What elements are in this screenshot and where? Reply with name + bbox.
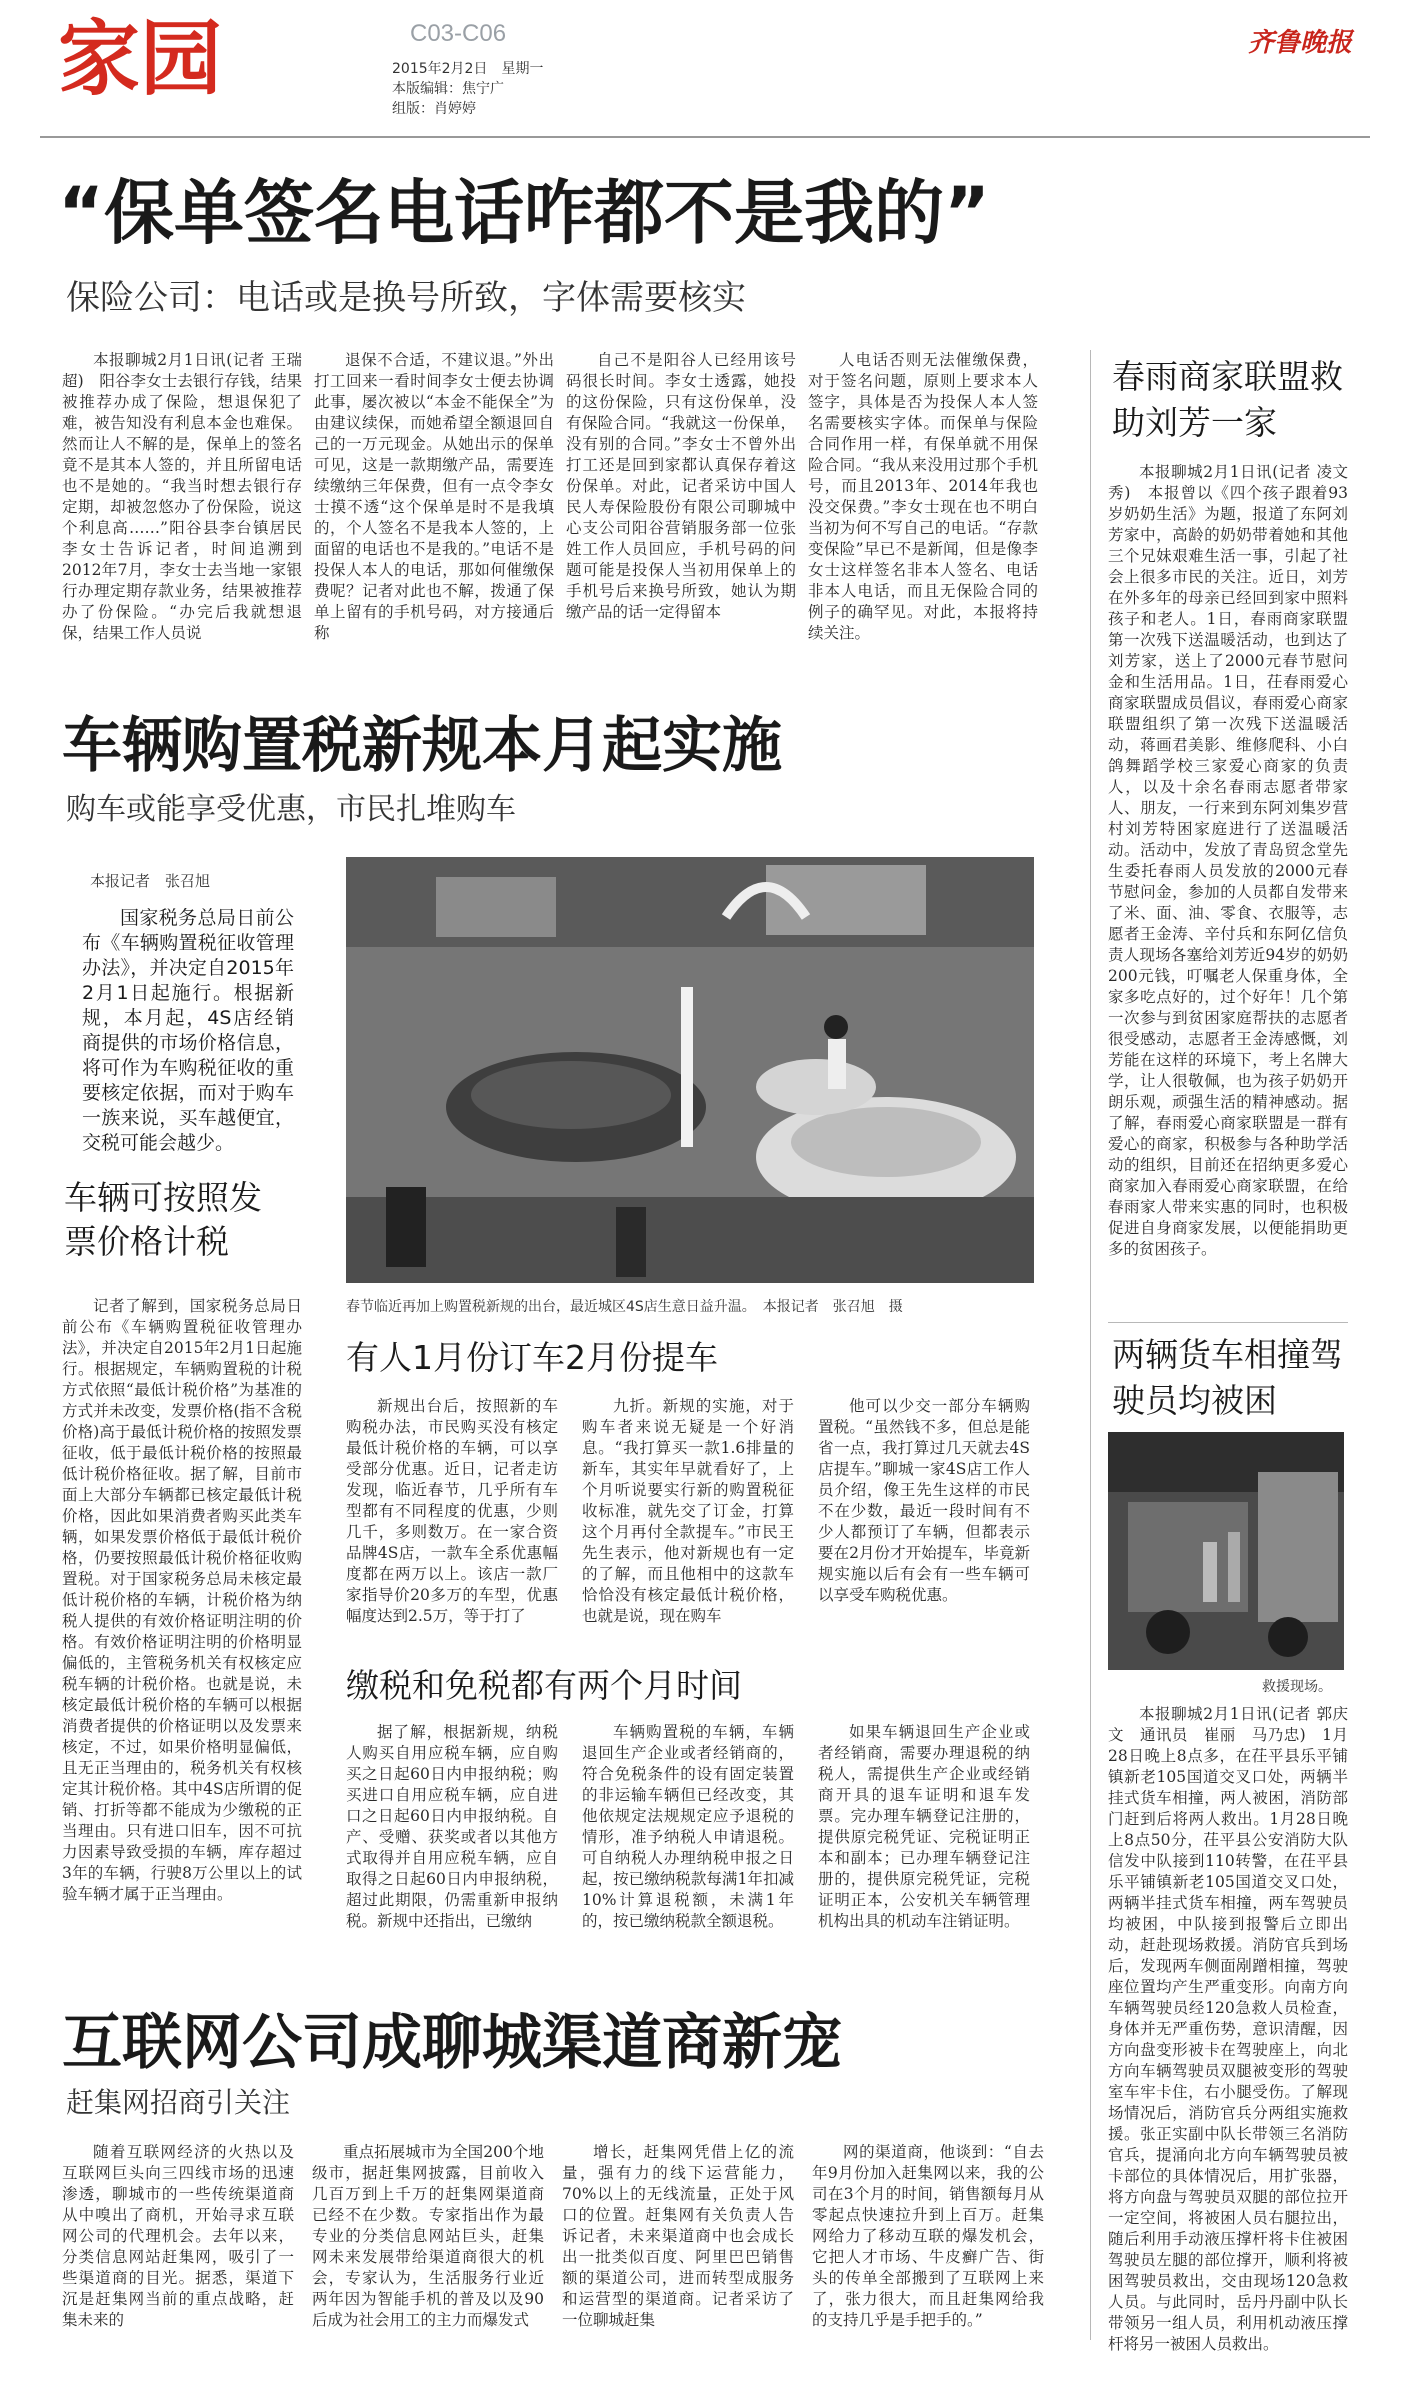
side2-text: 本报聊城2月1日讯(记者 郭庆文 通讯员 崔丽 马乃忠) 1月28日晚上8点多，在茌平县乐平铺镇新老105国道交叉口处，两辆半挂式货车相撞，两人被困，消防部门赶到后将两人救出。1月28日晚上8点50分，茌平县公安消防大队信发中队接到110转警，在茌平县乐平铺镇新老105国道交叉口处，两辆半挂式货车相撞，两车驾驶员均被困，中队接到报警后立即出动，赶赴现场救援。消防官兵到场后，发现两车侧面剐蹭相撞，驾驶座位置均产生严重变形。向南方向车辆驾驶员经120急救人员检查，身体并无严重伤势，意识清醒，因方向盘变形被卡在驾驶座上，向北方向车辆驾驶员双腿被变形的驾驶室车牢卡住，右小腿受伤。了解现场情况后，消防官兵分两组实施救援。张正实副中队长带领三名消防官兵，提涌向北方向车辆驾驶员被卡部位的具体情况后，用扩张器，将方向盘与驾驶员双腿的部位拉开一定空间，将被困人员右腿拉出，随后利用手动液压撑杆将卡住被困驾驶员左腿的部位撑开，顺利将被困驾驶员救出，交由现场120急救人员。与此同时，岳丹丹副中队长带领另一组人员，利用机动液压撑杆将另一被困人员救出。	[1108, 1705, 1348, 2353]
newspaper-logo: 齐鲁晚报	[1248, 28, 1353, 58]
story2-subhead: 购车或能享受优惠，市民扎堆购车	[66, 792, 516, 827]
side1-headline: 春雨商家联盟救助刘芳一家	[1112, 357, 1343, 442]
story3-col-1: 随着互联网经济的火热以及互联网巨头向三四线市场的迅速渗透，聊城市的一些传统渠道商从中嗅出了商机，开始寻求互联网公司的代理机会。去年以来，分类信息网站赶集网，吸引了一些渠道商的目光。据悉，渠道下沉是赶集网当前的重点战略，赶集未来的	[62, 2143, 294, 2329]
sidebar-divider	[1108, 1322, 1348, 1323]
story2-sub2-heading: 有人1月份订车2月份提车	[346, 1338, 718, 1377]
story2-sub3-col-3: 如果车辆退回生产企业或者经销商，需要办理退税的纳税人，需提供生产企业或经销商开具的退车证明和退车发票。完办理车辆登记注册的，提供原完税凭证、完税证明正本和副本；已办理车辆登记注册的，提供原完税凭证，完税证明正本，公安机关车辆管理机构出具的机动车注销证明。	[818, 1723, 1030, 1930]
story1-col-3: 自己不是阳谷人已经用该号码很长时间。李女士透露，她投的这份保险，只有这份保单，没有保险合同。“我就这一份保单，没有别的合同。”李女士不曾外出打工还是回到家都认真保存着这份保单。对此，记者采访中国人民人寿保险股份有限公司聊城中心支公司阳谷营销服务部一位张姓工作人员回应，手机号码的问题可能是投保人当初用保单上的手机号后来换号所致，她认为期缴产品的话一定得留本	[566, 351, 796, 621]
story2-headline: 车辆购置税新规本月起实施	[62, 711, 782, 781]
side1-text: 本报聊城2月1日讯(记者 凌文秀) 本报曾以《四个孩子跟着93岁奶奶生活》为题，报道了东阿刘芳家中，高龄的奶奶带着她和其他三个兄妹艰难生活一事，引起了社会上很多市民的关注。近日，刘芳在外多年的母亲已经回到家中照料孩子和老人。1日，春雨商家联盟第一次残下送温暖活动，也到达了刘芳家，送上了2000元春节慰问金和生活用品。1日，茌春雨爱心商家联盟成员倡议，春雨爱心商家联盟组织了第一次残下送温暖活动，蒋画君美影、维修爬科、小白鸽舞蹈学校三家爱心商家的负责人，以及十余名春雨志愿者带家人、朋友，一行来到东阿刘集岁营村刘芳特困家庭进行了送温暖活动。活动中，发放了青岛贸念堂先生委托春雨人员发放的2000元春节慰问金，参加的人员都自发带来了米、面、油、零食、衣服等，志愿者王金涛、辛付兵和东阿亿信负责人现场各塞给刘芳近94岁的奶奶200元钱，叮嘱老人保重身体，全家多吃点好的，过个好年！几个第一次参与到贫困家庭帮扶的志愿者很受感动，志愿者王金涛感慨，刘芳能在这样的环境下，考上名牌大学，让人很敬佩，也为孩子奶奶开朗乐观，顽强生活的精神感动。据了解，春雨爱心商家联盟是一群有爱心的商家，积极参与各种助学活动的组织，目前还在招纳更多爱心商家加入春雨爱心商家联盟，在给春雨家人带来实惠的同时，也积极促进自身商家发展，以便能捐助更多的贫困孩子。	[1108, 463, 1348, 1258]
story3-col-2: 重点拓展城市为全国200个地级市，据赶集网披露，目前收入几百万到上千万的赶集网渠道商已经不在少数。专家指出作为最专业的分类信息网站巨头，赶集网未来发展带给渠道商很大的机会，专家认为，生活服务行业近两年因为智能手机的普及以及90后成为社会用工的主力而爆发式	[312, 2143, 544, 2329]
story3-subhead: 赶集网招商引关注	[66, 2086, 291, 2119]
section-title: 家园	[58, 12, 223, 107]
car-dealership-photo	[346, 857, 1034, 1283]
vertical-divider	[1090, 350, 1091, 2340]
photo-caption: 春节临近再加上购置税新规的出台，最近城区4S店生意日益升温。 本报记者 张召旭 摄	[346, 1299, 903, 1315]
story2-byline: 本报记者 张召旭	[90, 872, 211, 890]
story3-headline: 互联网公司成聊城渠道商新宠	[62, 2008, 842, 2078]
story1-subhead: 保险公司：电话或是换号所致，字体需要核实	[66, 278, 746, 318]
side2-headline: 两辆货车相撞驾驶员均被困	[1112, 1335, 1343, 1420]
story2-sub1-text: 记者了解到，国家税务总局日前公布《车辆购置税征收管理办法》，并决定自2015年2月1日起施行。根据规定，车辆购置税的计税方式依照“最低计税价格”为基准的方式并未改变，发票价格(指不含税价格)高于最低计税价格的按照发票征收，低于最低计税价格的按照最低计税价格征收。据了解，目前市面上大部分车辆都已核定最低计税价格，因此如果消费者购买此类车辆，如果发票价格低于最低计税价格，仍要按照最低计税价格征收购置税。对于国家税务总局未核定最低计税价格的车辆，计税价格为纳税人提供的有效价格证明注明的价格。有效价格证明注明的价格明显偏低的，主管税务机关有权核定应税车辆的计税价格。也就是说，未核定最低计税价格的车辆可以根据消费者提供的价格证明以及发票来核定，不过，如果价格明显偏低，且无正当理由的，税务机关有权核定其计税价格。其中4S店所谓的促销、打折等都不能成为少缴税的正当理由。只有进口旧车，因不可抗力因素导致受损的车辆，库存超过3年的车辆，行驶8万公里以上的试验车辆才属于正当理由。	[62, 1297, 302, 1903]
story2-sub2-col-3: 他可以少交一部分车辆购置税。“虽然钱不多，但总是能省一点，我打算过几天就去4S店提车。”聊城一家4S店工作人员介绍，像王先生这样的市民不在少数，最近一段时间有不少人都预订了车辆，但都表示要在2月份才开始提车，毕竟新规实施以后有会有一些车辆可以享受车购税优惠。	[818, 1397, 1030, 1604]
car-dealership-photo-image	[346, 857, 1034, 1283]
story2-sub1-heading: 车辆可按照发票价格计税	[64, 1178, 262, 1261]
story1-col-1: 本报聊城2月1日讯(记者 王瑞超) 阳谷李女士去银行存钱，结果被推荐办成了保险，想退保犯了难，被告知没有利息本金也难保。然而让人不解的是，保单上的签名竟不是其本人签的，并且所留电话也不是她的。“我当时想去银行存定期，却被忽悠办了份保险，说这个利息高……”阳谷县李台镇居民李女士告诉记者，时间追溯到2012年7月，李女士去当地一家银行办理定期存款业务，结果被推荐办了份保险。“办完后我就想退保，结果工作人员说	[62, 351, 302, 642]
editor-credit: 本版编辑：焦宁广	[392, 81, 504, 97]
story2-sub3-col-2: 车辆购置税的车辆，车辆退回生产企业或者经销商的，符合免税条件的设有固定装置的非运输车辆但已经改变，其他依规定法规规定应予退税的情形，准予纳税人申请退税。可自纳税人办理纳税申报之日起，按已缴纳税款每满1年扣减10%计算退税额，未满1年的，按已缴纳税款全额退税。	[582, 1723, 794, 1930]
rescue-photo-image	[1108, 1432, 1344, 1670]
layout-credit: 组版：肖婷婷	[392, 101, 476, 117]
story1-headline: “保单签名电话咋都不是我的”	[58, 172, 991, 254]
story2-sub3-col-1: 据了解，根据新规，纳税人购买自用应税车辆，应自购买之日起60日内申报纳税；购买进口自用应税车辆，应自进口之日起60日内申报纳税。自产、受赠、获奖或者以其他方式取得并自用应税车辆，应自取得之日起60日内申报纳税，超过此期限，仍需重新申报纳税。新规中还指出，已缴纳	[346, 1723, 558, 1930]
story2-sub2-col-1: 新规出台后，按照新的车购税办法，市民购买没有核定最低计税价格的车辆，可以享受部分优惠。近日，记者走访发现，临近春节，几乎所有车型都有不同程度的优惠，少则几千，多则数万。在一家合资品牌4S店，一款车全系优惠幅度都在两万以上。该店一款厂家指导价20多万的车型，优惠幅度达到2.5万，等于打了	[346, 1397, 558, 1625]
story2-lead: 国家税务总局日前公布《车辆购置税征收管理办法》，并决定自2015年2月1日起施行。根据新规，本月起，4S店经销商提供的市场价格信息，将可作为车购税征收的重要核定依据，而对于购车一族来说，买车越便宜，交税可能会越少。	[82, 907, 294, 1154]
story1-col-4: 人电话否则无法催缴保费，对于签名问题，原则上要求本人签字，具体是否为投保人本人签名需要核实字体。而保单与保险合同作用一样，有保单就不用保险合同。“我从来没用过那个手机号，而且2013年、2014年我也没交保费。”李女士现在也不明白当初为何不写自己的电话。“存款变保险”早已不是新闻，但是像李女士这样签名非本人签名、电话非本人电话，而且无保险合同的例子的确罕见。对此，本报将持续关注。	[808, 351, 1038, 642]
masthead-rule	[40, 136, 1370, 138]
story2-sub3-heading: 缴税和免税都有两个月时间	[346, 1666, 742, 1705]
story3-col-4: 网的渠道商，他谈到：“自去年9月份加入赶集网以来，我的公司在3个月的时间，销售额每月从零起点快速拉升到上百万。赶集网给力了移动互联的爆发机会，它把人才市场、牛皮癣广告、街头的传单全部搬到了互联网上来了，张力很大，而且赶集网给我的支持几乎是手把手的。”	[812, 2143, 1044, 2329]
rescue-photo-caption: 救援现场。	[1262, 1679, 1332, 1695]
story1-col-2: 退保不合适，不建议退。”外出打工回来一看时间李女士便去协调此事，屡次被以“本金不能保全”为由建议续保，而她希望全额退回自己的一万元现金。从她出示的保单可见，这是一款期缴产品，需要连续缴纳三年保费，但有一点令李女士摸不透“这个保单是时不是我填的，个人签名不是我本人签的，上面留的电话也不是我的。”电话不是投保人本人的电话，那如何催缴保费呢？记者对此也不解，拨通了保单上留有的手机号码，对方接通后称	[314, 351, 554, 642]
issue-date: 2015年2月2日 星期一	[392, 61, 544, 77]
story2-sub2-col-2: 九折。新规的实施，对于购车者来说无疑是一个好消息。“我打算买一款1.6排量的新车，其实年早就看好了，上个月听说要实行新的购置税征收标准，就先交了订金，打算这个月再付全款提车。”市民王先生表示，他对新规也有一定的了解，而且他相中的这款车恰恰没有核定最低计税价格，也就是说，现在购车	[582, 1397, 794, 1625]
rescue-photo	[1108, 1432, 1344, 1670]
story3-col-3: 增长，赶集网凭借上亿的流量，强有力的线下运营能力，70%以上的无线流量，正处于风口的位置。赶集网有关负责人告诉记者，未来渠道商中也会成长出一批类似百度、阿里巴巴销售额的渠道公司，进而转型成服务和运营型的渠道商。记者采访了一位聊城赶集	[562, 2143, 794, 2329]
page-range: C03-C06	[410, 20, 507, 47]
